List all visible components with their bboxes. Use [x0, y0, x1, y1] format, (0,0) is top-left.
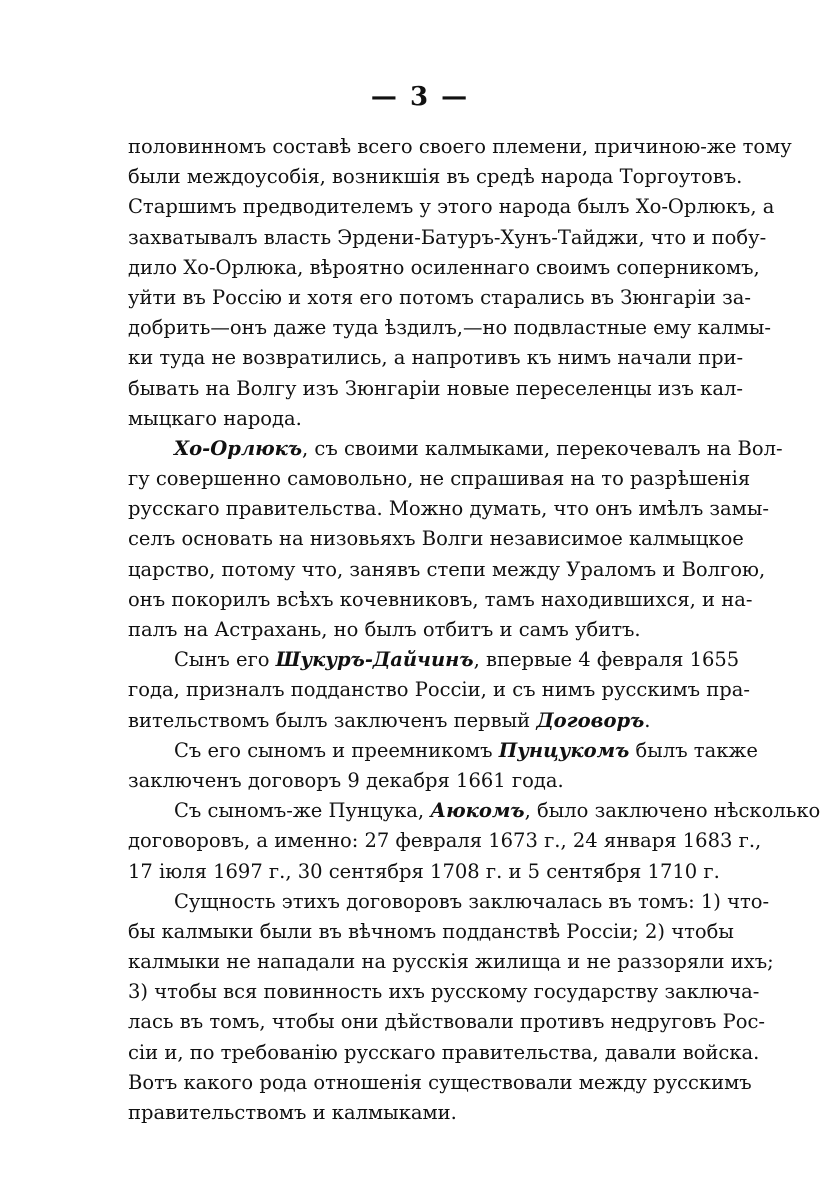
text-line: гу совершенно самовольно, не спрашивая на то разрѣшенія	[128, 467, 751, 491]
text-line: палъ на Астрахань, но былъ отбитъ и самъ убитъ.	[128, 618, 641, 641]
paragraph-4	[128, 736, 758, 796]
text-line: Сущность этихъ договоровъ заключалась въ томъ: 1) что-	[174, 889, 770, 913]
text-line	[128, 706, 715, 736]
text-line: 3) чтобы вся повинность ихъ русскому государству заключа-	[128, 980, 760, 1004]
paragraph-3	[128, 645, 750, 736]
text-line	[128, 796, 821, 826]
text-line: правительствомъ и калмыками.	[128, 1101, 457, 1124]
body-text	[128, 132, 821, 1128]
emphasis-word: Договоръ	[536, 708, 645, 732]
paragraph-1	[128, 132, 792, 434]
text-fragment: , съ своими калмыками, перекочевалъ на Вол-	[302, 436, 783, 460]
text-line: года, призналъ подданство Россіи, и съ нимъ русскимъ пра-	[128, 678, 750, 702]
person-name: Хо-Орлюкъ	[174, 436, 303, 460]
text-line: онъ покорилъ всѣхъ кочевниковъ, тамъ находившихся, и на-	[128, 587, 753, 611]
text-fragment: вительствомъ былъ заключенъ первый	[128, 708, 537, 732]
text-line: половинномъ составѣ всего своего племени, причиною-же тому	[128, 135, 792, 158]
text-line: сіи и, по требованію русскаго правительства, давали войска.	[128, 1040, 760, 1064]
text-line: бывать на Волгу изъ Зюнгаріи новые переселенцы изъ кал-	[128, 376, 743, 400]
text-line	[128, 434, 783, 464]
text-line: договоровъ, а именно: 27 февраля 1673 г., 24 января 1683 г.,	[128, 829, 762, 853]
person-name: Пунцукомъ	[498, 738, 630, 762]
text-line: были междоусобія, возникшія въ средѣ народа Торгоутовъ.	[128, 165, 743, 189]
text-fragment: Сынъ его	[174, 648, 276, 672]
person-name: Шукуръ-Дайчинъ	[275, 648, 474, 672]
text-fragment: Съ его сыномъ и преемникомъ	[174, 738, 499, 762]
text-fragment: , впервые 4 февраля 1655	[473, 648, 740, 672]
text-line: русскаго правительства. Можно думать, что онъ имѣлъ замы-	[128, 497, 769, 521]
text-fragment: , было заключено нѣсколько	[524, 799, 821, 823]
person-name: Аюкомъ	[430, 799, 525, 823]
paragraph-2	[128, 434, 783, 645]
text-fragment: былъ также	[629, 738, 758, 762]
text-line: царство, потому что, занявъ степи между Ураломъ и Волгою,	[128, 557, 766, 581]
text-line: лась въ томъ, чтобы они дѣйствовали противъ недруговъ Рос-	[128, 1010, 766, 1034]
text-line: заключенъ договоръ 9 декабря 1661 года.	[128, 768, 564, 792]
text-line: уйти въ Россію и хотя его потомъ старались въ Зюнгаріи за-	[128, 285, 751, 309]
page-number: — 3 —	[370, 82, 470, 112]
text-line: 17 іюля 1697 г., 30 сентября 1708 г. и 5 сентября 1710 г.	[128, 859, 720, 883]
text-line: мыцкаго народа.	[128, 406, 302, 430]
text-line: добрить—онъ даже туда ѣздилъ,—но подвластные ему калмы-	[128, 316, 771, 340]
text-line: дило Хо-Орлюка, вѣроятно осиленнаго своимъ соперникомъ,	[128, 255, 760, 279]
text-fragment: Съ сыномъ-же Пунцука,	[174, 799, 431, 823]
text-line: калмыки не нападали на русскія жилища и не раззоряли ихъ;	[128, 950, 774, 974]
text-line: бы калмыки были въ вѣчномъ подданствѣ Россіи; 2) чтобы	[128, 919, 734, 943]
text-line: захватывалъ власть Эрдени-Батуръ-Хунъ-Тайджи, что и побу-	[128, 225, 767, 249]
paragraph-5	[128, 796, 821, 887]
paragraph-6	[128, 887, 774, 1129]
text-line: ки туда не возвратились, а напротивъ къ нимъ начали при-	[128, 346, 744, 370]
text-fragment: .	[644, 708, 651, 732]
text-line: Старшимъ предводителемъ у этого народа былъ Хо-Орлюкъ, а	[128, 195, 775, 219]
text-line	[128, 645, 740, 675]
text-line	[128, 736, 758, 766]
text-line: Вотъ какого рода отношенія существовали между русскимъ	[128, 1070, 752, 1094]
text-line: селъ основать на низовьяхъ Волги независимое калмыцкое	[128, 527, 744, 551]
